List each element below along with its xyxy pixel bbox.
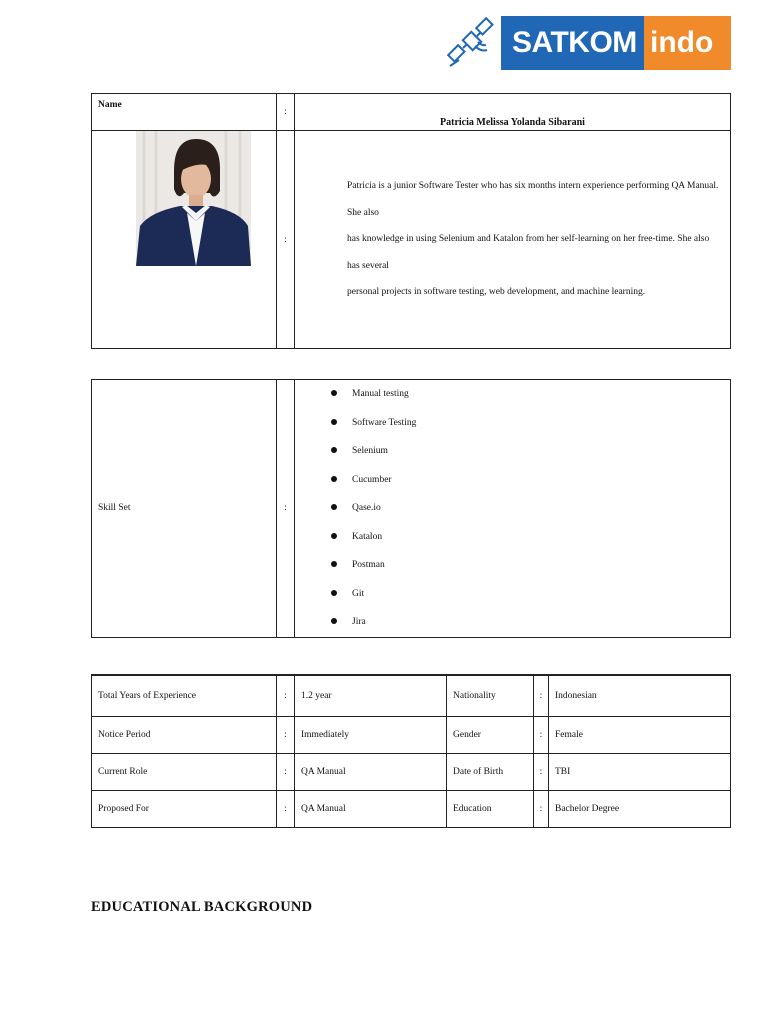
detail-value: QA Manual xyxy=(295,791,447,828)
detail-value: Bachelor Degree xyxy=(549,791,731,828)
satellite-icon xyxy=(447,16,501,68)
detail-label: Date of Birth xyxy=(447,754,534,791)
summary-line: Patricia is a junior Software Tester who has six months intern experience performing QA Manual. She also xyxy=(347,181,719,218)
photo-cell xyxy=(92,131,277,349)
separator: : xyxy=(534,717,549,754)
skills-cell xyxy=(295,380,731,638)
company-logo xyxy=(447,16,731,72)
detail-label: Gender xyxy=(447,717,534,754)
detail-value: Immediately xyxy=(295,717,447,754)
details-row xyxy=(92,675,731,717)
details-row xyxy=(92,717,731,754)
separator: : xyxy=(534,675,549,717)
name-label: Name xyxy=(92,94,277,131)
detail-value: 1.2 year xyxy=(295,675,447,717)
separator: : xyxy=(277,791,295,828)
summary-line: has knowledge in using Selenium and Katalon from her self-learning on her free-time. She also has several xyxy=(347,234,710,271)
skill-item: Postman xyxy=(331,551,724,580)
detail-value: TBI xyxy=(549,754,731,791)
detail-label: Total Years of Experience xyxy=(92,675,277,717)
separator: : xyxy=(534,791,549,828)
detail-value: Female xyxy=(549,717,731,754)
separator: : xyxy=(277,754,295,791)
separator: : xyxy=(277,380,295,638)
skill-item: Software Testing xyxy=(331,409,724,438)
detail-label: Education xyxy=(447,791,534,828)
section-title-education: EDUCATIONAL BACKGROUND xyxy=(91,899,313,915)
detail-label: Notice Period xyxy=(92,717,277,754)
separator: : xyxy=(277,675,295,717)
skill-item: Katalon xyxy=(331,523,724,552)
skills-table xyxy=(91,379,731,638)
detail-label: Proposed For xyxy=(92,791,277,828)
profile-summary xyxy=(295,131,731,349)
details-table xyxy=(91,674,731,828)
skills-list xyxy=(301,380,724,637)
separator: : xyxy=(534,754,549,791)
skill-item: Jira xyxy=(331,608,724,637)
profile-table xyxy=(91,93,731,349)
logo-wordmark xyxy=(501,16,731,70)
skills-label: Skill Set xyxy=(92,380,277,638)
logo-text-secondary: indo xyxy=(644,16,731,70)
separator: : xyxy=(277,94,295,131)
details-row xyxy=(92,791,731,828)
detail-label: Nationality xyxy=(447,675,534,717)
detail-label: Current Role xyxy=(92,754,277,791)
skill-item: Manual testing xyxy=(331,380,724,409)
skill-item: Git xyxy=(331,580,724,609)
skill-item: Cucumber xyxy=(331,466,724,495)
detail-value: QA Manual xyxy=(295,754,447,791)
logo-text-primary: SATKOM xyxy=(501,16,644,70)
separator: : xyxy=(277,131,295,349)
candidate-name: Patricia Melissa Yolanda Sibarani xyxy=(295,94,731,131)
skill-item: Qase.io xyxy=(331,494,724,523)
details-row xyxy=(92,754,731,791)
skills-row xyxy=(92,380,731,638)
summary-line: personal projects in software testing, web development, and machine learning. xyxy=(347,287,646,298)
name-row xyxy=(92,94,731,131)
candidate-photo xyxy=(136,131,251,266)
summary-row xyxy=(92,131,731,349)
detail-value: Indonesian xyxy=(549,675,731,717)
separator: : xyxy=(277,717,295,754)
skill-item: Selenium xyxy=(331,437,724,466)
